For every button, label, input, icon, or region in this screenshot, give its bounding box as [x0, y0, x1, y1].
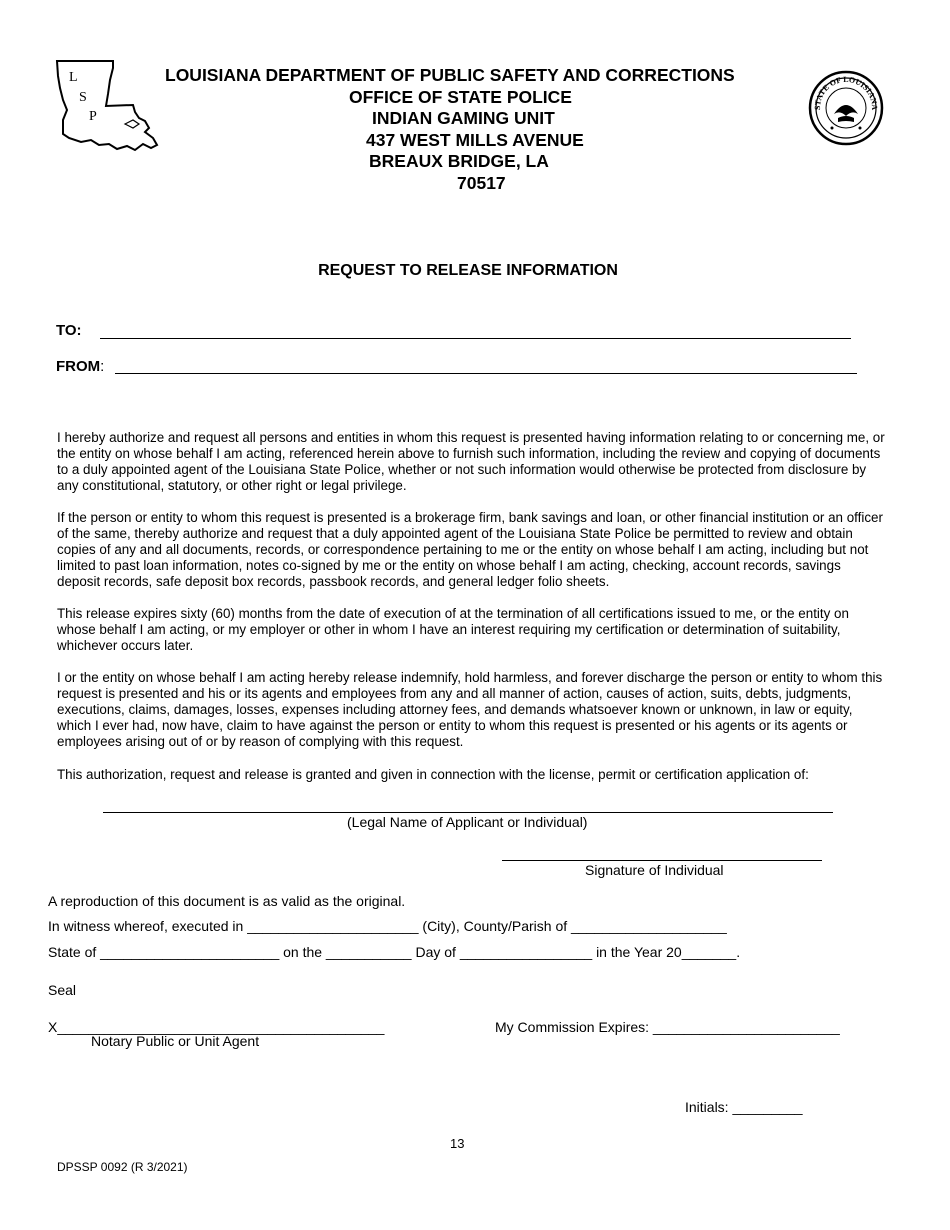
application-paragraph: This authorization, request and release is granted and given in connection with the license, permit or certification application of:	[57, 767, 809, 782]
header-office: OFFICE OF STATE POLICE	[349, 87, 572, 107]
from-label-colon: :	[100, 358, 105, 375]
from-field[interactable]	[115, 373, 857, 374]
page-title: REQUEST TO RELEASE INFORMATION	[318, 262, 618, 279]
signature-caption: Signature of Individual	[585, 862, 724, 878]
commission-expires: My Commission Expires: ________________________	[495, 1019, 840, 1035]
witness-line: In witness whereof, executed in ______________________ (City), County/Parish of ____________________	[48, 918, 727, 934]
to-field[interactable]	[100, 338, 851, 339]
lsp-logo	[53, 58, 161, 154]
logo-letter-l: L	[69, 70, 78, 85]
header-zip: 70517	[457, 173, 506, 193]
header-department: LOUISIANA DEPARTMENT OF PUBLIC SAFETY AND CORRECTIONS	[165, 65, 735, 85]
expiration-paragraph: This release expires sixty (60) months from the date of execution of at the termination of all certifications issued to me, or the entity on whose behalf I am acting, or my employer or other in whom I have an interest requiring my certification or determination of suitability, whichever occurs later.	[57, 606, 849, 653]
header-city: BREAUX BRIDGE, LA	[369, 151, 549, 171]
legal-name-field[interactable]	[103, 812, 833, 813]
legal-name-caption: (Legal Name of Applicant or Individual)	[347, 814, 588, 830]
authorization-paragraph: I hereby authorize and request all persons and entities in whom this request is presented having information relating to or concerning me, or the entity on whose behalf I am acting, referenced herein above to furnish such information, including the review and copying of documents to a duly appointed agent of the Louisiana State Police, whether or not such information would otherwise be protected from disclosure by any constitutional, statutory, or other right or legal privilege.	[57, 430, 885, 493]
page-number: 13	[450, 1136, 465, 1151]
reproduction-note: A reproduction of this document is as valid as the original.	[48, 893, 406, 909]
form-id: DPSSP 0092 (R 3/2021)	[57, 1160, 188, 1174]
logo-letter-p: P	[89, 109, 97, 124]
notary-caption: Notary Public or Unit Agent	[91, 1033, 260, 1049]
state-seal-icon	[808, 70, 884, 146]
state-seal	[808, 70, 884, 146]
header-unit: INDIAN GAMING UNIT	[372, 108, 555, 128]
to-label: TO:	[56, 322, 82, 339]
indemnity-paragraph: I or the entity on whose behalf I am acting hereby release indemnify, hold harmless, and forever discharge the person or entity to whom this request is presented and his or its agents and employees from any and all manner of action, causes of action, suits, debts, judgments, executions, claims, damages, losses, expenses including attorney fees, and demands whatsoever known or unknown, in law or equity, which I ever had, now have, claim to have against the person or entity to whom this request is presented or his agents or its agents or employees arising out of or by reason of complying with this request.	[57, 670, 883, 749]
from-label	[56, 358, 104, 375]
state-date-line: State of _______________________ on the ___________ Day of _________________ in the Year 20_______.	[48, 944, 741, 960]
header-street: 437 WEST MILLS AVENUE	[366, 130, 584, 150]
signature-field[interactable]	[502, 860, 822, 861]
financial-institution-paragraph: If the person or entity to whom this request is presented is a brokerage firm, bank savings and loan, or other financial institution or an officer of the same, thereby authorize and request that a duly appointed agent of the Louisiana State Police be permitted to review and obtain copies of any and all documents, records, or correspondence pertaining to me or the entity on whose behalf I am acting, including but not limited to past loan information, notes co-signed by me or the entity on whose behalf I am acting, checking, account records, savings deposit records, safe deposit box records, passbook records, and general ledger folio sheets.	[57, 510, 883, 589]
from-label-text: FROM	[56, 358, 101, 375]
initials-field: Initials: _________	[685, 1099, 803, 1115]
notary-signature-line: X__________________________________________	[48, 1019, 385, 1035]
logo-letter-s: S	[79, 90, 87, 105]
seal-label: Seal	[48, 982, 77, 998]
seal-text: STATE OF LOUISIANA	[812, 74, 880, 111]
